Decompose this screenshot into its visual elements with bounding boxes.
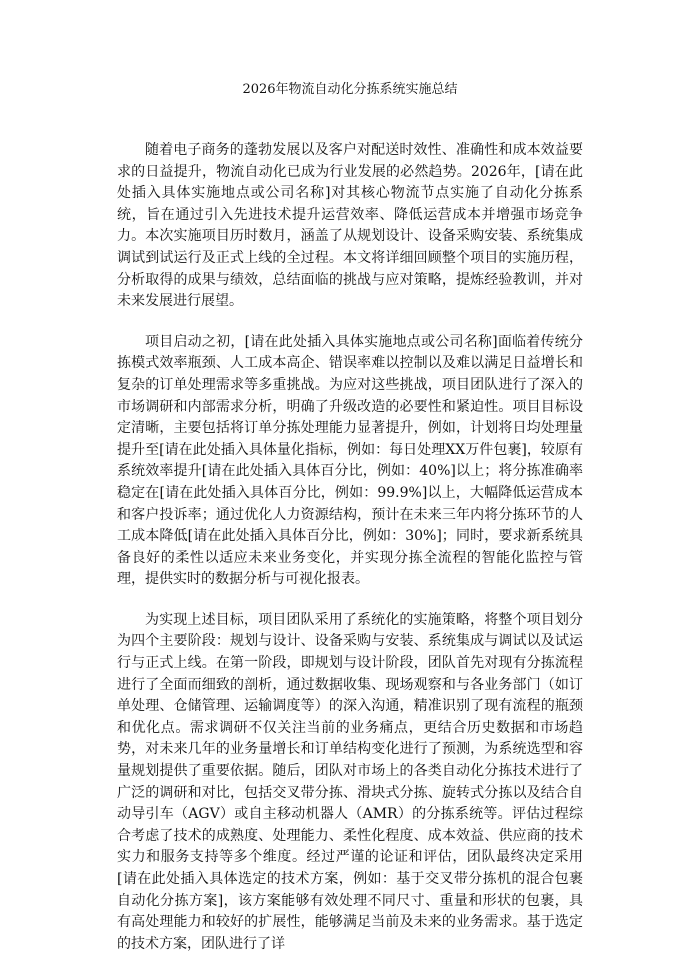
document-title: 2026年物流自动化分拣系统实施总结 [242,82,458,97]
paragraph-project-goals: 项目启动之初，[请在此处插入具体实施地点或公司名称]面临着传统分拣模式效率瓶颈、人工成本高企、错误率难以控制以及难以满足日益增长和复杂的订单处理需求等多重挑战。为应对这些挑战，项目团队进行了深入的市场调研和内部需求分析，明确了升级改造的必要性和紧迫性。项目目标设定清晰，主要包括将订单分拣处理能力显著提升，例如，计划将日均处理量提升至[请在此处插入具体量化指标，例如：每日处理XX万件包裹]，较原有系统效率提升[请在此处插入具体百分比，例如：40%]以上；将分拣准确率稳定在[请在此处插入具体百分比，例如：99.9%]以上，大幅降低运营成本和客户投诉率；通过优化人力资源结构，预计在未来三年内将分拣环节的人工成本降低[请在此处插入具体百分比，例如：30%]；同时，要求新系统具备良好的柔性以适应未来业务变化，并实现分拣全流程的智能化监控与管理，提供实时的数据分析与可视化报表。 [117,333,583,588]
document-body [117,140,583,974]
paragraph-intro: 随着电子商务的蓬勃发展以及客户对配送时效性、准确性和成本效益要求的日益提升，物流自动化已成为行业发展的必然趋势。2026年，[请在此处插入具体实施地点或公司名称]对其核心物流节点实施了自动化分拣系统，旨在通过引入先进技术提升运营效率、降低运营成本并增强市场竞争力。本次实施项目历时数月，涵盖了从规划设计、设备采购安装、系统集成调试到试运行及正式上线的全过程。本文将详细回顾整个项目的实施历程，分析取得的成果与绩效，总结面临的挑战与应对策略，提炼经验教训，并对未来发展进行展望。 [117,142,583,310]
paragraph-implementation-strategy: 为实现上述目标，项目团队采用了系统化的实施策略，将整个项目划分为四个主要阶段：规划与设计、设备采购与安装、系统集成与调试以及试运行与正式上线。在第一阶段，即规划与设计阶段，团队首先对现有分拣流程进行了全面而细致的剖析，通过数据收集、现场观察和与各业务部门（如订单处理、仓储管理、运输调度等）的深入沟通，精准识别了现有流程的瓶颈和优化点。需求调研不仅关注当前的业务痛点，更结合历史数据和市场趋势，对未来几年的业务量增长和订单结构变化进行了预测，为系统选型和容量规划提供了重要依据。随后，团队对市场上的各类自动化分拣技术进行了广泛的调研和对比，包括交叉带分拣、滑块式分拣、旋转式分拣以及结合自动导引车（AGV）或自主移动机器人（AMR）的分拣系统等。评估过程综合考虑了技术的成熟度、处理能力、柔性化程度、成本效益、供应商的技术实力和服务支持等多个维度。经过严谨的论证和评估，团队最终决定采用[请在此处插入具体选定的技术方案，例如：基于交叉带分拣机的混合包裹自动化分拣方案]，该方案能够有效处理不同尺寸、重量和形状的包裹，具有高处理能力和较好的扩展性，能够满足当前及未来的业务需求。基于选定的技术方案，团队进行了详 [117,611,583,952]
